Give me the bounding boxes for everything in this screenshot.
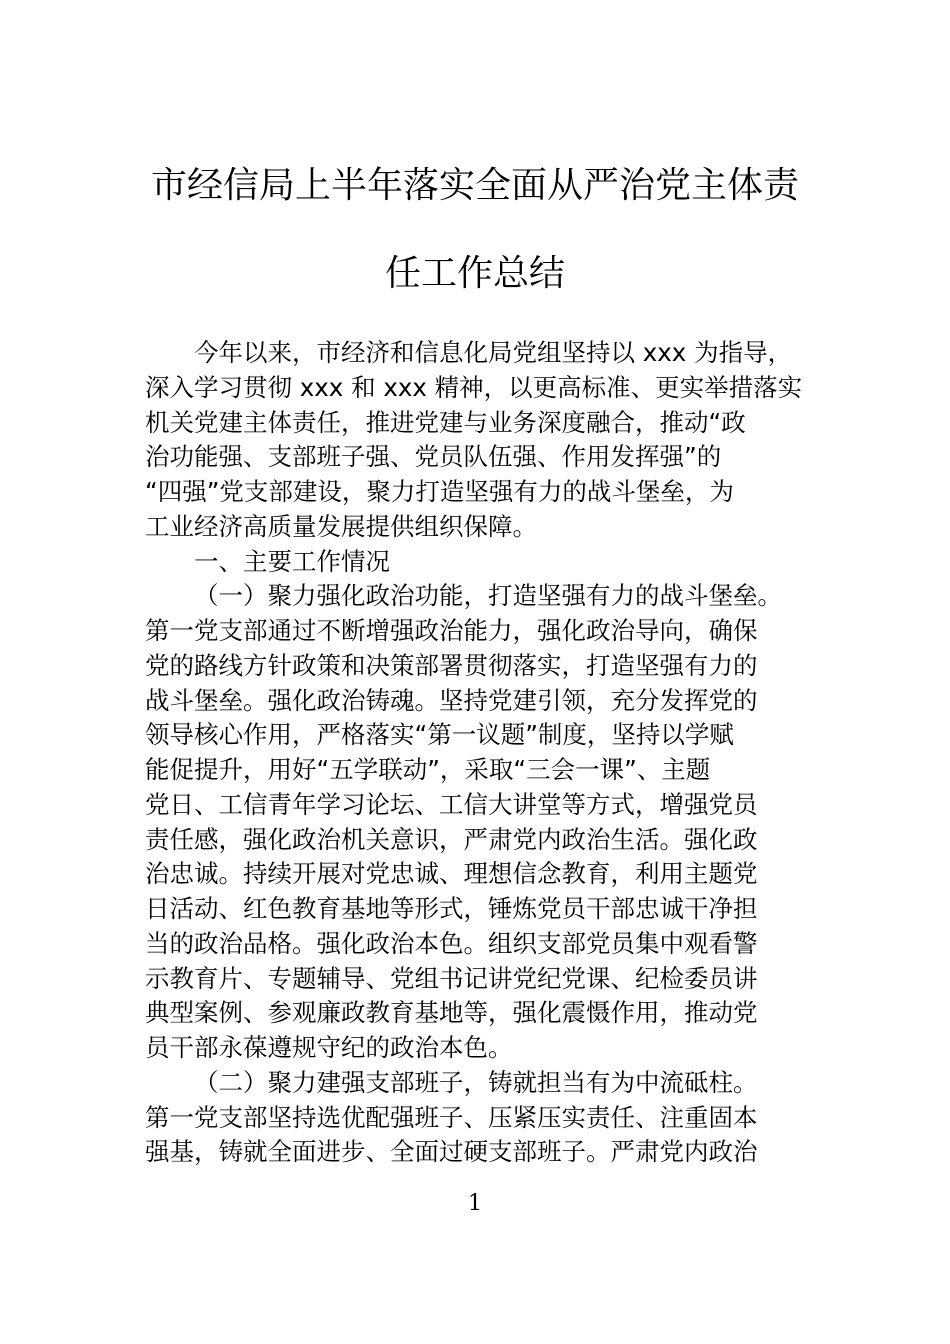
subsection-heading-text: （一）聚力强化政治功能，打造坚强有力的战斗堡垒。 <box>194 581 782 611</box>
text-line: 今年以来，市经济和信息化局党组坚持以 xxx 为指导， <box>194 338 793 367</box>
text-line: 第一党支部坚持选优配强班子、压紧压实责任、注重固本 <box>145 1102 758 1132</box>
text-line: 治忠诚。持续开展对党忠诚、理想信念教育，利用主题党 <box>145 859 758 889</box>
intro-paragraph <box>145 336 813 545</box>
text-line: “四强”党支部建设，聚力打造坚强有力的战斗堡垒，为 <box>145 477 734 506</box>
subsection-2-paragraph <box>145 1066 813 1170</box>
text-line: 日活动、红色教育基地等形式，锤炼党员干部忠诚干净担 <box>145 894 758 923</box>
text-line: 能促提升，用好“五学联动”，采取“三会一课”、主题 <box>145 755 711 784</box>
subsection-1-paragraph <box>145 579 813 1066</box>
subsection-heading-text: （二）聚力建强支部班子，铸就担当有为中流砥柱。 <box>194 1067 758 1097</box>
section-heading-text: 一、主要工作情况 <box>194 546 390 576</box>
text-line: 示教育片、专题辅导、党组书记讲党纪党课、纪检委员讲 <box>145 963 758 993</box>
text-line: 深入学习贯彻 xxx 和 xxx 精神，以更高标准、更实举措落实 <box>145 372 803 402</box>
text-line: 责任感，强化政治机关意识，严肃党内政治生活。强化政 <box>145 824 758 854</box>
text-line: 当的政治品格。强化政治本色。组织支部党员集中观看警 <box>145 928 758 958</box>
page-number: 1 <box>468 1191 482 1216</box>
text-line: 机关党建主体责任，推进党建与业务深度融合，推动“政 <box>145 407 746 437</box>
text-line: 党日、工信青年学习论坛、工信大讲堂等方式，增强党员 <box>145 789 758 819</box>
section-heading <box>145 545 813 580</box>
text-line: 党的路线方针政策和决策部署贯彻落实，打造坚强有力的 <box>145 650 758 680</box>
text-line: 工业经济高质量发展提供组织保障。 <box>145 511 537 541</box>
text-line: 治功能强、支部班子强、党员队伍强、作用发挥强”的 <box>145 442 722 472</box>
title-line-1: 市经信局上半年落实全面从严治党主体责 <box>150 165 799 206</box>
text-line: 战斗堡垒。强化政治铸魂。坚持党建引领，充分发挥党的 <box>145 685 758 715</box>
text-line: 典型案例、参观廉政教育基地等，强化震慑作用，推动党 <box>145 998 758 1028</box>
document-title <box>140 162 810 338</box>
document-body <box>145 336 813 1170</box>
text-line: 员干部永葆遵规守纪的政治本色。 <box>145 1033 513 1062</box>
title-line-2: 任工作总结 <box>384 253 565 294</box>
text-line: 第一党支部通过不断增强政治能力，强化政治导向，确保 <box>145 616 758 645</box>
text-line: 领导核心作用，严格落实“第一议题”制度，坚持以学赋 <box>145 720 734 750</box>
text-line: 强基，铸就全面进步、全面过硬支部班子。严肃党内政治 <box>145 1137 758 1167</box>
